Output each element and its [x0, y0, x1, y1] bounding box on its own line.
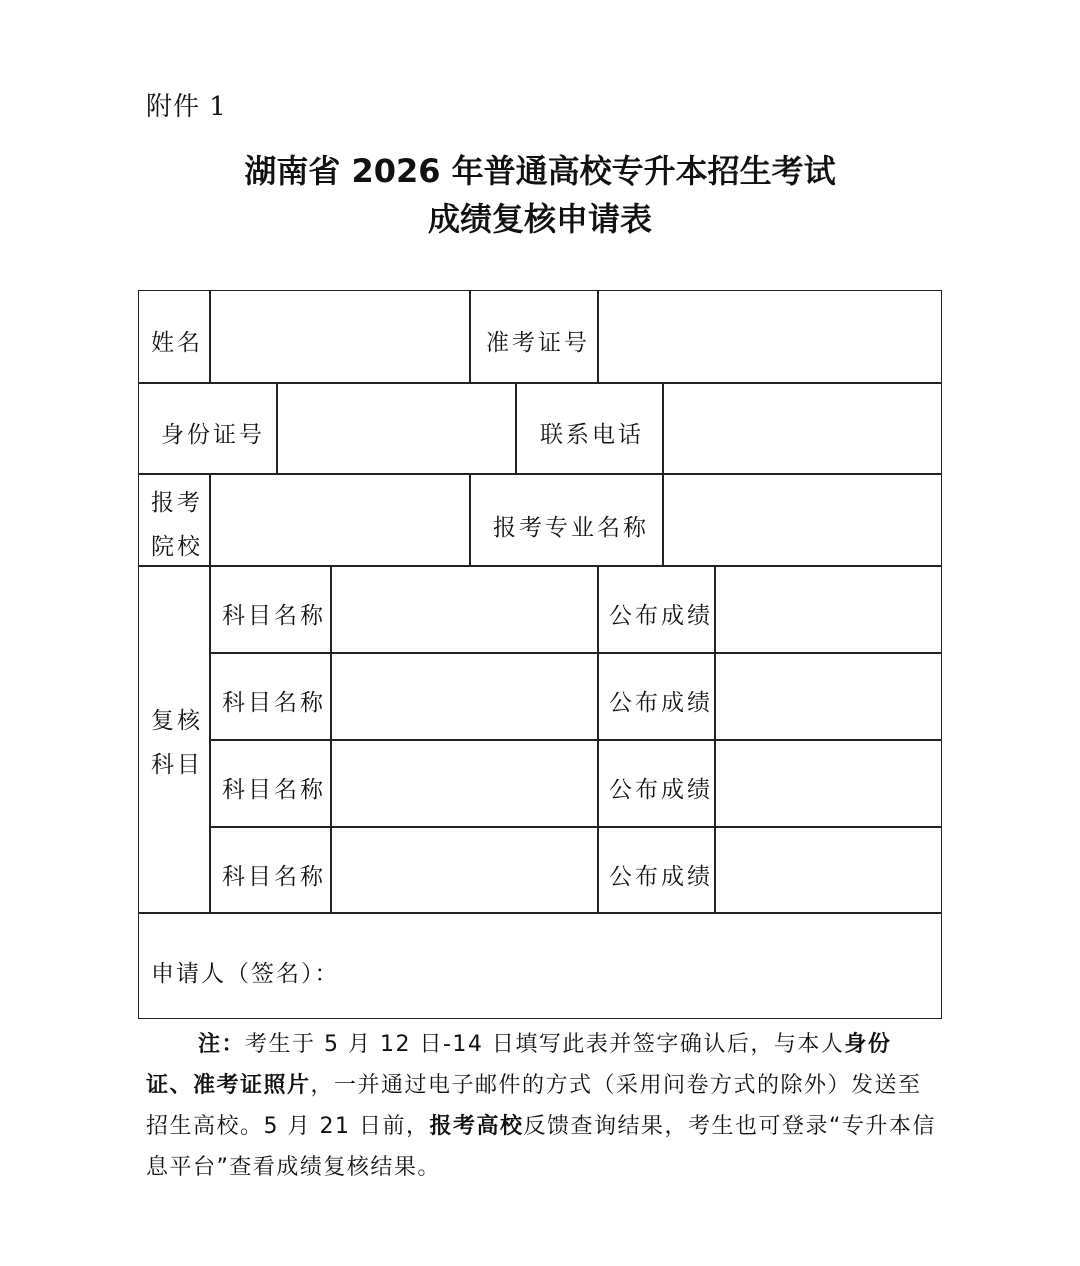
subject-name-label: 科目名称	[222, 603, 326, 629]
exam-number-field[interactable]	[599, 291, 941, 382]
review-subjects-label-line2: 科目	[151, 752, 203, 778]
id-number-label: 身份证号	[161, 422, 265, 448]
major-label: 报考专业名称	[493, 515, 649, 541]
published-score-label: 公布成绩	[609, 864, 713, 890]
subject-name-label: 科目名称	[222, 864, 326, 890]
col-divider	[469, 291, 471, 383]
id-number-field[interactable]	[278, 384, 515, 473]
phone-field[interactable]	[664, 384, 941, 473]
review-application-form	[138, 290, 942, 1019]
note-prefix: 注：	[198, 1032, 246, 1057]
school-label-line1: 报考	[151, 490, 203, 516]
phone-label: 联系电话	[540, 422, 644, 448]
subject-name-field[interactable]	[332, 828, 597, 912]
subject-name-label: 科目名称	[222, 777, 326, 803]
review-subjects-label-line1: 复核	[151, 708, 203, 734]
published-score-label: 公布成绩	[609, 603, 713, 629]
subject-name-field[interactable]	[332, 567, 597, 652]
published-score-label: 公布成绩	[609, 777, 713, 803]
school-label-line2: 院校	[151, 534, 203, 560]
applicant-signature-label: 申请人（签名）：	[151, 961, 340, 987]
form-note	[146, 1024, 938, 1188]
form-title-line2: 成绩复核申请表	[427, 200, 652, 238]
note-text: 反馈查询结果，考生也可登录“专升本信息平台”查看成绩复核结果。	[146, 1114, 936, 1180]
note-text: 考生于 5 月 12 日-14 日填写此表并签字确认后，与本人	[245, 1032, 845, 1057]
subject-name-field[interactable]	[332, 654, 597, 739]
exam-number-label: 准考证号	[486, 330, 590, 356]
col-divider	[209, 565, 211, 913]
col-divider	[515, 382, 517, 474]
published-score-label: 公布成绩	[609, 690, 713, 716]
name-field[interactable]	[211, 291, 469, 382]
score-field[interactable]	[716, 654, 941, 739]
attachment-label: 附件 1	[146, 92, 227, 122]
subject-name-label: 科目名称	[222, 690, 326, 716]
note-emphasis: 身份证、准考证照片	[146, 1032, 892, 1098]
score-field[interactable]	[716, 567, 941, 652]
form-title-line1: 湖南省 2026 年普通高校专升本招生考试	[244, 152, 836, 190]
col-divider	[597, 565, 599, 913]
school-field[interactable]	[211, 475, 469, 565]
col-divider	[469, 473, 471, 566]
signature-field[interactable]	[399, 914, 941, 1018]
major-field[interactable]	[664, 475, 941, 565]
note-text: ，一并通过电子邮件的方式（采用问卷方式的除外）发送至招生高校。5 月 21 日前，	[146, 1073, 922, 1139]
subject-name-field[interactable]	[332, 741, 597, 826]
score-field[interactable]	[716, 741, 941, 826]
note-emphasis: 报考高校	[429, 1114, 524, 1139]
name-label: 姓名	[151, 330, 203, 356]
score-field[interactable]	[716, 828, 941, 912]
